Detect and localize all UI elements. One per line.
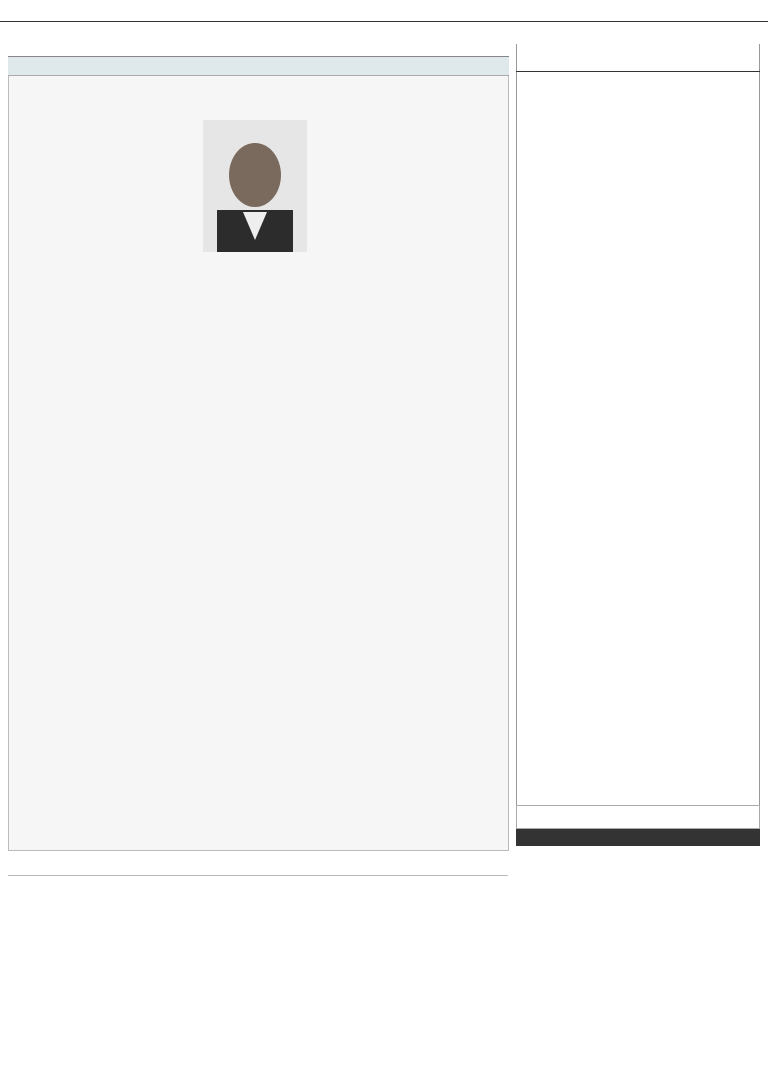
photo-band-label [8,858,508,876]
editorial-text-2 [524,410,752,790]
column-text-3 [216,264,312,508]
editorial-label [516,44,760,72]
editorial-text-1 [524,94,752,374]
page-header [0,0,768,22]
column-text-4 [318,126,414,506]
author-photo [203,120,307,252]
column-section-label [8,56,509,76]
homepage-box[interactable] [516,805,760,829]
column-text-1 [18,126,114,506]
contribution-notice [516,829,760,846]
column-text-2 [114,264,210,508]
